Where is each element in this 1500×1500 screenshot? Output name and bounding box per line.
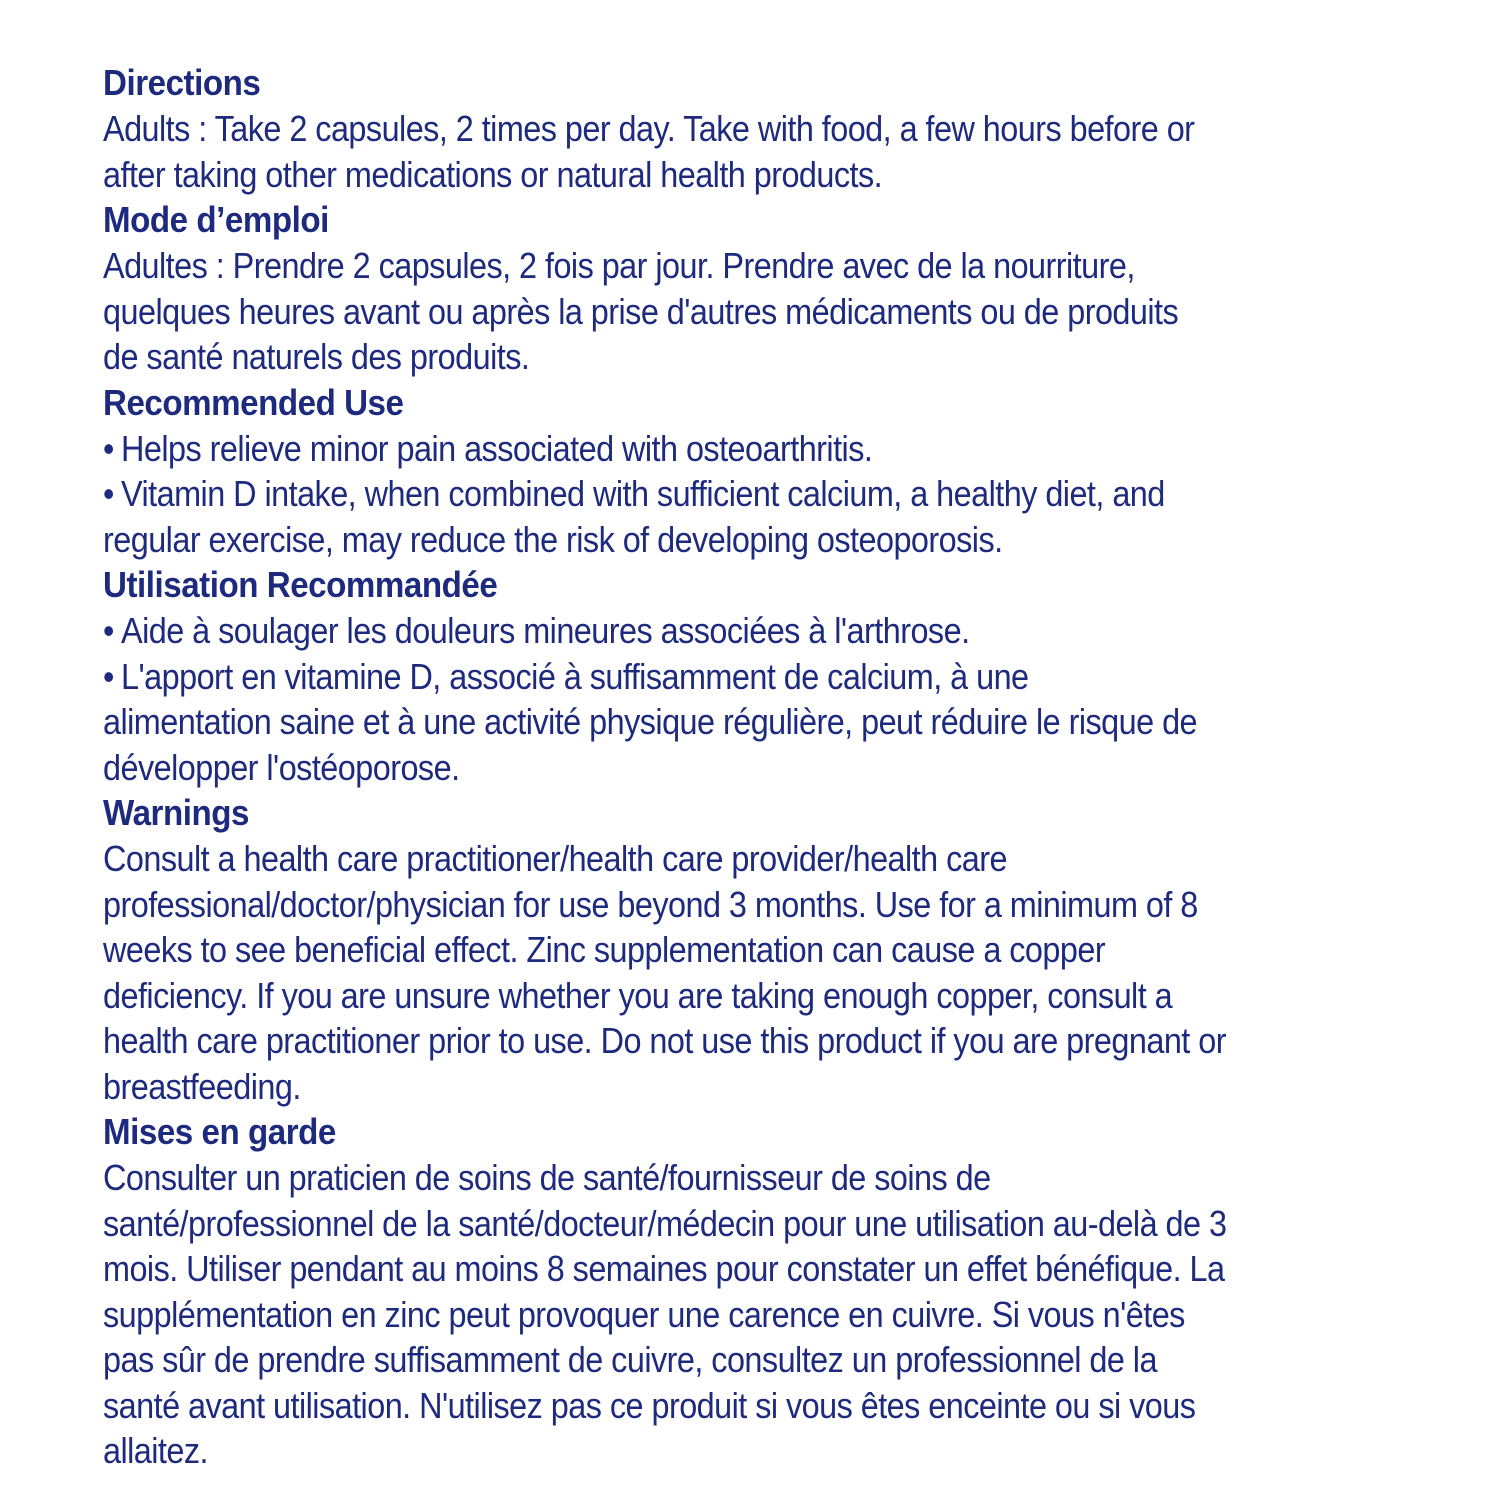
recommended-use-continuation: regular exercise, may reduce the risk of developing osteoporosis. xyxy=(103,518,1003,560)
recommended-use-section xyxy=(103,380,1400,563)
mises-en-garde-heading: Mises en garde xyxy=(103,1111,336,1152)
directions-line: Adults : Take 2 capsules, 2 times per day. Take with food, a few hours before or xyxy=(103,108,1195,149)
bullet-text: Aide à soulager les douleurs mineures associées à l'arthrose. xyxy=(121,610,970,651)
mode-emploi-heading: Mode d’emploi xyxy=(103,199,329,240)
mises-en-garde-line: supplémentation en zinc peut provoquer une carence en cuivre. Si vous n'êtes xyxy=(103,1293,1185,1335)
mises-en-garde-line: Consulter un praticien de soins de santé/fournisseur de soins de xyxy=(103,1157,991,1198)
utilisation-recommandee-continuation: alimentation saine et à une activité physique régulière, peut réduire le risque de xyxy=(103,701,1198,742)
bullet-text: Vitamin D intake, when combined with sufficient calcium, a healthy diet, and xyxy=(121,473,1165,514)
utilisation-recommandee-bullet xyxy=(103,654,1270,700)
bullet-icon: • xyxy=(103,427,114,469)
recommended-use-heading: Recommended Use xyxy=(103,381,404,423)
warnings-line: weeks to see beneficial effect. Zinc supplementation can cause a copper xyxy=(103,929,1106,970)
bullet-text: Helps relieve minor pain associated with osteoarthritis. xyxy=(121,427,873,469)
utilisation-recommandee-continuation: développer l'ostéoporose. xyxy=(103,746,460,788)
utilisation-recommandee-section xyxy=(103,562,1400,790)
mises-en-garde-line: santé avant utilisation. N'utilisez pas ce produit si vous êtes enceinte ou si vous xyxy=(103,1384,1196,1426)
bullet-icon: • xyxy=(103,655,114,697)
warnings-section xyxy=(103,790,1400,1109)
warnings-heading: Warnings xyxy=(103,792,249,833)
mises-en-garde-line: santé/professionnel de la santé/docteur/médecin pour une utilisation au-delà de 3 xyxy=(103,1202,1227,1244)
recommended-use-bullet xyxy=(103,426,1270,472)
mode-emploi-section xyxy=(103,197,1400,380)
warnings-line: health care practitioner prior to use. Do not use this product if you are pregnant or xyxy=(103,1020,1226,1061)
mode-emploi-line: quelques heures avant ou après la prise d'autres médicaments ou de produits xyxy=(103,290,1179,332)
mises-en-garde-line: pas sûr de prendre suffisamment de cuivre, consultez un professionnel de la xyxy=(103,1339,1157,1380)
mises-en-garde-line: mois. Utiliser pendant au moins 8 semaines pour constater un effet bénéfique. La xyxy=(103,1248,1225,1289)
directions-heading: Directions xyxy=(103,62,261,103)
warnings-line: breastfeeding. xyxy=(103,1065,301,1107)
bullet-text: L'apport en vitamine D, associé à suffisamment de calcium, à une xyxy=(121,655,1029,697)
directions-section xyxy=(103,60,1400,197)
bullet-icon: • xyxy=(103,610,114,651)
warnings-line: Consult a health care practitioner/health care provider/health care xyxy=(103,838,1007,879)
directions-line: after taking other medications or natural health products. xyxy=(103,153,883,195)
mode-emploi-line: Adultes : Prendre 2 capsules, 2 fois par jour. Prendre avec de la nourriture, xyxy=(103,245,1135,286)
utilisation-recommandee-bullet xyxy=(103,608,1270,654)
mode-emploi-line: de santé naturels des produits. xyxy=(103,336,530,377)
warnings-line: deficiency. If you are unsure whether you are taking enough copper, consult a xyxy=(103,974,1173,1016)
mises-en-garde-line: allaitez. xyxy=(103,1430,209,1471)
mises-en-garde-section xyxy=(103,1109,1400,1474)
warnings-line: professional/doctor/physician for use beyond 3 months. Use for a minimum of 8 xyxy=(103,883,1198,925)
recommended-use-bullet xyxy=(103,471,1270,517)
utilisation-recommandee-heading: Utilisation Recommandée xyxy=(103,564,498,605)
bullet-icon: • xyxy=(103,473,114,514)
